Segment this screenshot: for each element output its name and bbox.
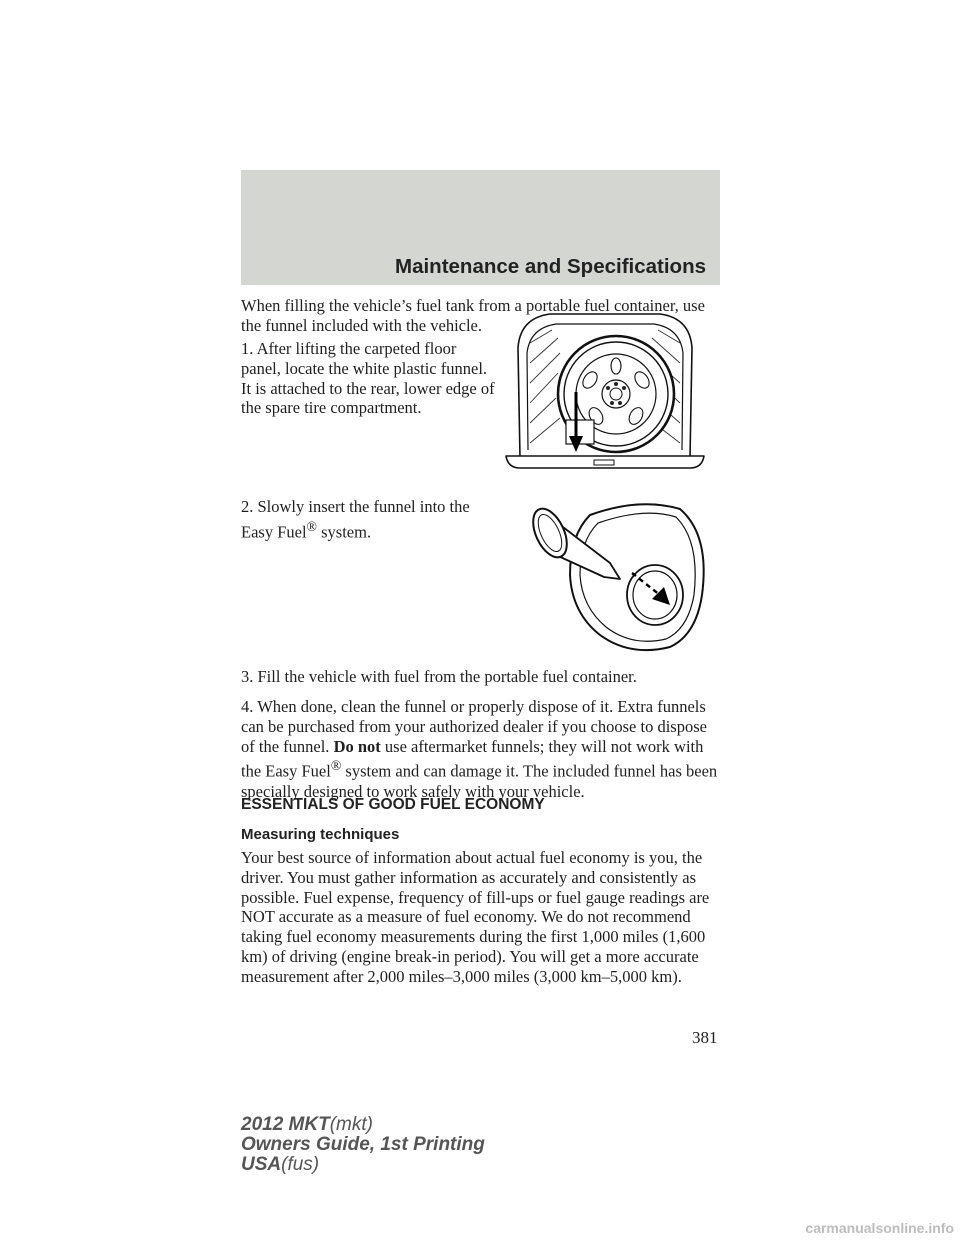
easy-fuel-funnel-illustration bbox=[520, 495, 710, 655]
step-1-paragraph: 1. After lifting the carpeted floor panel, locate the white plastic funnel. It is attached to the rear, lower edge of the spare tire compartment. bbox=[241, 339, 495, 418]
measuring-paragraph: Your best source of information about actual fuel economy is you, the driver. You must gather information as accurately and consistently as possible. Fuel expense, frequency of fill-ups or fuel gauge readings are NOT accurate as a measure of fuel economy. We do not recommend taking fuel economy measurements during the first 1,000 miles (1,600 km) of driving (engine break-in period). You will get a more accurate measurement after 2,000 miles–3,000 miles (3,000 km–5,000 km). bbox=[241, 848, 710, 986]
registered-mark: ® bbox=[306, 518, 317, 534]
step-4-text-a: 4. When done, clean the funnel or properly dispose of it. Extra funnels can be purchased from your authorized dealer if you choose to dispose of the funnel. bbox=[241, 697, 707, 756]
step-3-paragraph: 3. Fill the vehicle with fuel from the portable fuel container. bbox=[241, 667, 637, 686]
footer-market-code: (fus) bbox=[281, 1154, 320, 1175]
section-header-band bbox=[241, 170, 720, 285]
section-heading: ESSENTIALS OF GOOD FUEL ECONOMY bbox=[241, 796, 545, 813]
step-4-paragraph bbox=[241, 697, 721, 801]
watermark: carmanualsonline.info bbox=[805, 1220, 954, 1236]
footer-market: USA bbox=[241, 1154, 282, 1175]
footer-model-code: (mkt) bbox=[329, 1114, 373, 1135]
intro-paragraph: When filling the vehicle’s fuel tank from a portable fuel container, use the funnel included with the vehicle. bbox=[241, 296, 705, 335]
registered-mark-2: ® bbox=[330, 758, 342, 774]
footer-model: 2012 MKT bbox=[241, 1114, 330, 1135]
document-footer bbox=[241, 1115, 485, 1175]
step-4-text-b: use aftermarket funnels; they will not work with the Easy Fuel bbox=[241, 736, 704, 781]
step-4-text-c: system and can damage it. The included funnel has been specially designed to work safely with your vehicle. bbox=[241, 761, 718, 801]
step-2-text: 2. Slowly insert the funnel into the Easy Fuel bbox=[241, 497, 470, 542]
subheading: Measuring techniques bbox=[241, 826, 400, 843]
do-not-emphasis: Do not bbox=[333, 736, 381, 756]
footer-printing: Owners Guide, 1st Printing bbox=[241, 1134, 485, 1155]
spare-tire-compartment-illustration bbox=[500, 308, 710, 472]
page-number: 381 bbox=[692, 1028, 718, 1047]
section-title: Maintenance and Specifications bbox=[395, 255, 706, 278]
step-2-paragraph bbox=[241, 497, 496, 542]
step-2-text-end: system. bbox=[321, 522, 372, 542]
